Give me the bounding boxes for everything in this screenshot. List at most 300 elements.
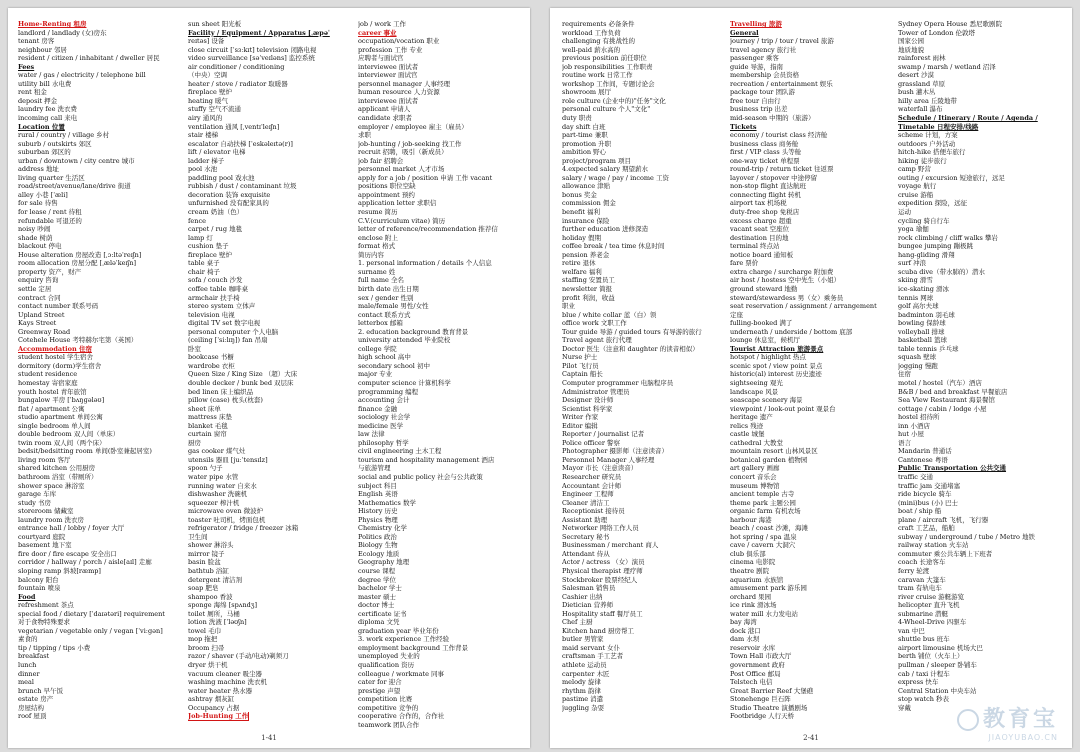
entry-line: Mathematics 数学 — [358, 498, 416, 507]
entry-line: business class 商务舱 — [730, 139, 799, 148]
entry-line: Nurse 护士 — [562, 353, 598, 362]
entry-line: youth hostel 青年旅馆 — [18, 387, 87, 396]
entry-line: corridor / hallway / porch / aisle[aɪl] 走廊 — [18, 558, 152, 567]
entry-line: apply for a job / position 申请 工作 vacant — [358, 173, 493, 182]
entry-line: landscape 风景 — [730, 387, 779, 396]
entry-line: 地质地貌 — [898, 45, 924, 54]
entry-line: skiing 滑雪 — [898, 276, 933, 285]
entry-line: lift / elevator 电梯 — [188, 148, 246, 157]
entry-line: fence — [188, 216, 206, 225]
entry-line: job responsibilities 工作职责 — [562, 62, 653, 71]
entry-line: meal — [18, 678, 34, 687]
entry-line: 定座 — [730, 310, 743, 319]
entry-line: General — [730, 28, 759, 37]
entry-line: passenger 乘客 — [730, 54, 779, 63]
entry-line: sloping ramp 斜坡[ræmp] — [18, 567, 101, 575]
entry-line: air host / hostess 空中先生（小姐） — [730, 276, 841, 285]
entry-line: prestige 声望 — [358, 686, 401, 695]
entry-line: ride bicycle 骑车 — [898, 490, 952, 499]
entry-line: History 历史 — [358, 507, 398, 516]
entry-line: living room 客厅 — [18, 455, 71, 464]
entry-line: bedsit/bedsitting room 单间(卧室兼起居室) — [18, 447, 152, 456]
entry-line: shower 淋浴头 — [188, 541, 234, 550]
entry-line: vacuum cleaner 吸尘器 — [188, 669, 262, 678]
entry-line: plane / aircraft 飞机，飞行器 — [898, 515, 989, 524]
entry-line: lamp 灯 — [188, 233, 213, 242]
entry-line: submarine 潜艇 — [898, 609, 949, 618]
entry-line: Travel agent 旅行代理 — [562, 336, 632, 345]
entry-line: birth date 出生日期 — [358, 284, 419, 293]
entry-line: underneath / underside / bottom 底部 — [730, 327, 853, 336]
entry-line: airy 通风的 — [188, 114, 223, 123]
entry-line: interviewee 面试者 — [358, 62, 419, 71]
entry-line: office work 文职工作 — [562, 319, 627, 328]
entry-line: Cantonese 粤语 — [898, 455, 948, 464]
page-number-right: 2-41 — [803, 734, 819, 742]
entry-line: brunch 早午饭 — [18, 686, 64, 695]
entry-line: connecting flight 转机 — [730, 190, 801, 199]
entry-line: alley 小巷 [ˈæli] — [18, 190, 68, 199]
entry-line: 住宿 — [898, 370, 911, 379]
entry-line: 语言 — [898, 438, 911, 447]
logo-icon — [957, 709, 979, 731]
entry-line: pool 水池 — [188, 165, 218, 174]
entry-line: room allocation 房屋分配 [ˌæləˈkeɪʃn] — [18, 259, 137, 268]
entry-line: qualification 资历 — [358, 661, 415, 670]
entry-line: 卫生间 — [188, 532, 208, 541]
entry-line: bungalow 平房 [ˈbʌŋɡələʊ] — [18, 396, 105, 405]
entry-line: graduation year 毕业年份 — [358, 626, 439, 635]
entry-line: bathtub 浴缸 — [188, 567, 229, 575]
entry-line: fountain 喷泉 — [18, 584, 61, 593]
entry-line: carpet / rug 地毯 — [188, 225, 243, 234]
entry-line: bed linen 床上编织品 — [188, 387, 254, 396]
entry-line: format 格式 — [358, 242, 396, 251]
entry-line: occupation/vocation 职业 — [358, 37, 440, 46]
entry-line: tennis 网球 — [898, 293, 934, 302]
entry-line: Home-Renting 租房 — [18, 20, 87, 28]
entry-line: refundable 可退还的 — [18, 216, 82, 225]
entry-line: Hospitality staff 餐厅员工 — [562, 609, 643, 618]
entry-line: Writer 作家 — [562, 413, 599, 422]
entry-line: double bedroom 双人间（单床） — [18, 430, 120, 439]
entry-line: Schedule / Itinerary / Route / Agenda / — [898, 114, 1038, 123]
entry-line: university attended 毕业院校 — [358, 336, 451, 345]
entry-line: incoming call 来电 — [18, 114, 78, 123]
entry-line: club 俱乐部 — [730, 549, 766, 558]
entry-line: Researcher 研究员 — [562, 472, 622, 481]
entry-line: philosophy 哲学 — [358, 438, 409, 447]
entry-line: 2. education background 教育背景 — [358, 327, 469, 336]
entry-line: noisy 吵闹 — [18, 225, 51, 234]
entry-line: 运动 — [898, 208, 911, 217]
entry-line: sheet 床单 — [188, 404, 221, 413]
entry-line: pillow (case) 枕头(枕套) — [188, 396, 263, 405]
entry-line: wardrobe 衣柜 — [188, 361, 235, 370]
entry-line: dock 港口 — [730, 626, 761, 635]
entry-line: living quarter 生活区 — [18, 173, 85, 182]
entry-line: Studio Theatre 演播剧场 — [730, 703, 808, 712]
entry-line: Personnel Manager 人事经理 — [562, 455, 655, 464]
entry-line: ventilation 通风 [ˌventɪˈleɪʃn] — [188, 122, 280, 131]
entry-line: Post Office 邮局 — [730, 669, 781, 678]
entry-line: spoon 勺子 — [188, 464, 223, 473]
entry-line: Central Station 中央车站 — [898, 686, 977, 695]
entry-line: escalator 自动扶梯 [ˈeskəleɪtə(r)] — [188, 139, 293, 148]
entry-line: competitive 竞争的 — [358, 703, 419, 712]
entry-line: Dietician 营养师 — [562, 601, 614, 610]
entry-line: volleyball 排球 — [898, 327, 945, 336]
entry-line: toaster 吐司机，烤面包机 — [188, 515, 266, 524]
entry-line: surname 姓 — [358, 267, 396, 276]
entry-line: broom 扫帚 — [188, 643, 225, 652]
entry-line: camp 野营 — [898, 165, 931, 174]
text-column-right-1 — [562, 20, 724, 712]
entry-line: squash 壁球 — [898, 353, 937, 362]
entry-line: stuffy 空气不流通 — [188, 105, 241, 114]
entry-line: maid servant 女仆 — [562, 643, 621, 652]
watermark-url: JIAOYUBAO.CN — [988, 733, 1058, 742]
entry-line: Mayor 市长（注意读音） — [562, 464, 638, 473]
entry-line: high school 高中 — [358, 353, 411, 362]
entry-line: unemployed 失业的 — [358, 652, 420, 661]
entry-line: 房屋结构 — [18, 703, 44, 712]
entry-line: Sydney Opera House 悉尼歌剧院 — [898, 20, 1002, 28]
entry-line: Cotehele House 考特赫尔宅第（英国） — [18, 336, 138, 345]
entry-line: water / gas / electricity / telephone bill — [18, 71, 146, 80]
entry-line: study 书房 — [18, 498, 52, 507]
entry-line: contact number 联系号码 — [18, 302, 99, 311]
entry-line: express 快车 — [898, 678, 939, 687]
entry-line: excess charge 超重 — [730, 216, 792, 225]
entry-line: competition 比赛 — [358, 695, 413, 704]
entry-line: hiking 徒步旅行 — [898, 156, 947, 165]
entry-line: Doctor 医生（注意和 daughter 的读音相似） — [562, 344, 699, 353]
entry-line: vegetarian / vegetable only / vegan [ˈviːgən] — [18, 626, 163, 635]
entry-line: Chef 主厨 — [562, 618, 593, 627]
entry-line: van 中巴 — [898, 626, 925, 635]
entry-line: orchard 果园 — [730, 592, 772, 601]
entry-line: paddling pool 戏水池 — [188, 173, 255, 182]
entry-line: relics 残迹 — [730, 421, 764, 430]
text-column-left-2 — [188, 20, 350, 721]
entry-line: interviewer 面试官 — [358, 71, 418, 80]
entry-line: tip / tipping / tips 小费 — [18, 643, 91, 652]
entry-line: water heater 热水器 — [188, 686, 253, 695]
entry-line: Photographer 摄影师（注意读音） — [562, 447, 669, 456]
entry-line: travel agency 旅行社 — [730, 45, 797, 54]
entry-line: river cruise 游艇游览 — [898, 592, 965, 601]
entry-line: blackout 停电 — [18, 242, 62, 251]
entry-line: heating 暖气 — [188, 96, 229, 105]
entry-line: bookcase 书橱 — [188, 353, 234, 362]
entry-line: athlete 运动员 — [562, 661, 607, 670]
entry-line: Police officer 警察 — [562, 438, 621, 447]
entry-line: unfurnished 没有配家具的 — [188, 199, 269, 208]
entry-line: razor / shaver (手动/电动)剃须刀 — [188, 652, 289, 661]
entry-line: 对于食物特殊要求 — [18, 618, 70, 627]
entry-line: dormitory (dorm)学生宿舍 — [18, 361, 102, 370]
entry-line: seascape scenery 海景 — [730, 396, 803, 405]
entry-line: 1. personal information / details 个人信息 — [358, 259, 492, 268]
entry-line: scheme 计划，方案 — [898, 131, 958, 140]
entry-line: C.V.(curriculum vitae) 简历 — [358, 216, 446, 225]
entry-line: Chemistry 化学 — [358, 524, 408, 533]
entry-line: sun sheet 阳光板 — [188, 20, 242, 28]
entry-line: studio apartment 单间公寓 — [18, 413, 103, 422]
entry-line: Attendant 侍从 — [562, 549, 610, 558]
entry-line: previous position 前任职位 — [562, 54, 647, 63]
entry-line: soap 肥皂 — [188, 584, 219, 593]
entry-line: tram 有轨电车 — [898, 584, 942, 593]
entry-line: blanket 毛毯 — [188, 421, 228, 430]
entry-line: chair 椅子 — [188, 267, 220, 276]
entry-line: contract 合同 — [18, 293, 61, 302]
entry-line: Scientist 科学家 — [562, 404, 613, 413]
watermark-brand: 教育宝 — [957, 702, 1058, 733]
entry-line: personnel manager 人事经理 — [358, 79, 451, 88]
entry-line: waterfall 瀑布 — [898, 105, 943, 114]
entry-line: sofa / couch 沙发 — [188, 276, 243, 285]
entry-line: colleague / workmate 同事 — [358, 669, 445, 678]
entry-line: Networker 网络工作人员 — [562, 524, 639, 533]
entry-line: employer / employee 雇主（雇员） — [358, 122, 468, 131]
entry-line: airport limousine 机场大巴 — [898, 643, 983, 652]
entry-line: video surveillance [səˈveɪləns] 监控系统 — [188, 54, 315, 63]
entry-line: carpenter 木匠 — [562, 669, 610, 678]
entry-line: decoration 装饰 exquisite — [188, 190, 271, 199]
entry-line: squeezer 榨汁机 — [188, 498, 240, 507]
entry-line: civil engineering 土木工程 — [358, 447, 442, 456]
entry-line: job / work 工作 — [358, 20, 407, 28]
entry-line: railway station 火车站 — [898, 541, 969, 550]
entry-line: business trip 出差 — [730, 105, 788, 114]
entry-line: scuba dive（带水肺的）潜水 — [898, 267, 986, 276]
entry-line: shade 树荫 — [18, 233, 53, 242]
entry-line: 素食的 — [18, 635, 38, 644]
entry-line: cycling 骑自行车 — [898, 216, 950, 225]
entry-line: deposit 押金 — [18, 96, 58, 105]
entry-line: non-stop flight 直达航班 — [730, 182, 807, 191]
entry-line: flat / apartment 公寓 — [18, 404, 85, 413]
entry-line: Biology 生物 — [358, 541, 398, 550]
entry-line: 3. work experience 工作经验 — [358, 635, 450, 644]
entry-line: holiday 假期 — [562, 233, 602, 242]
entry-line: bathroom 浴室（带厕所） — [18, 472, 98, 481]
entry-line: urban / downtown / city centre 城市 — [18, 156, 135, 165]
entry-line: commuter 乘公共车辆上下班者 — [898, 549, 993, 558]
entry-line: rural / country / village 乡村 — [18, 131, 110, 140]
entry-line: welfare 福利 — [562, 267, 602, 276]
entry-line: Secretary 秘书 — [562, 532, 610, 541]
entry-line: ambition 野心 — [562, 148, 607, 157]
entry-line: Businessman / merchant 商人 — [562, 541, 659, 550]
entry-line: homestay 寄宿家庭 — [18, 378, 78, 387]
entry-line: ladder 梯子 — [188, 156, 225, 165]
entry-line: Upland Street — [18, 310, 65, 319]
entry-line: butler 男管家 — [562, 635, 604, 644]
entry-line: 简历内容 — [358, 250, 384, 259]
entry-line: mountain resort 山林风景区 — [730, 447, 818, 456]
entry-line: fare 票价 — [730, 259, 759, 268]
entry-line: Telstech 电信 — [730, 678, 773, 687]
entry-line: television 电视 — [188, 310, 235, 319]
entry-line: law 法律 — [358, 430, 385, 439]
entry-line: one-way ticket 单程票 — [730, 156, 800, 165]
entry-line: employment background 工作背景 — [358, 643, 469, 652]
entry-line: armchair 扶手椅 — [188, 293, 240, 302]
entry-line: （中央）空调 — [188, 71, 227, 80]
entry-line: project/program 项目 — [562, 156, 632, 165]
entry-line: dam 水坝 — [730, 635, 760, 644]
entry-line: accounting 会计 — [358, 396, 410, 405]
entry-line: (ceiling [ˈsiːlɪŋ]) fan 吊扇 — [188, 336, 268, 345]
entry-line: voyage 航行 — [898, 182, 937, 191]
entry-line: Fees — [18, 62, 35, 71]
entry-line: Salesman 销售员 — [562, 584, 616, 593]
entry-line: Tour guide 导游 / guided tours 有导游的旅行 — [562, 327, 702, 336]
entry-line: job-hunting / job-seeking 找工作 — [358, 139, 462, 148]
entry-line: hut 小屋 — [898, 430, 925, 439]
entry-line: Pilot 飞行员 — [562, 361, 599, 370]
entry-line — [188, 712, 350, 721]
entry-line: desert 沙漠 — [898, 71, 934, 80]
entry-line: 求职 — [358, 131, 371, 140]
entry-line: craft 工艺品，船舶 — [898, 524, 955, 533]
text-column-right-2 — [730, 20, 892, 721]
entry-line: Cashier 出纳 — [562, 592, 603, 601]
entry-line: 应聘者与面试官 — [358, 54, 404, 63]
entry-line: job fair 招聘会 — [358, 156, 404, 165]
entry-line: positions 职位空缺 — [358, 182, 416, 191]
entry-line: Sea View Restaurant 海景餐馆 — [898, 396, 995, 405]
entry-line: amusement park 游乐园 — [730, 584, 807, 593]
entry-line: property 资产，财产 — [18, 267, 82, 276]
entry-line: rent 租金 — [18, 88, 47, 97]
entry-line: running water 自来水 — [188, 481, 257, 490]
entry-line: personnel market 人才市场 — [358, 165, 445, 174]
entry-line: utensils 器皿 [juːˈtensɪlz] — [188, 455, 268, 464]
entry-line: economy / tourist class 经济舱 — [730, 131, 828, 140]
entry-line: heritage 遗产 — [730, 413, 773, 422]
entry-line: hitch-hike 搭便车旅行 — [898, 148, 966, 157]
entry-line: theme park 主题公园 — [730, 498, 796, 507]
entry-line: routine work 日常工作 — [562, 71, 633, 80]
entry-line: settle 定居 — [18, 284, 52, 293]
entry-line: contact 联系方式 — [358, 310, 411, 319]
entry-line: B&B / bed and breakfast 早餐旅店 — [898, 387, 1008, 396]
entry-line: finance 金融 — [358, 404, 398, 413]
entry-line: master 硕士 — [358, 592, 397, 601]
entry-line: interviewee 面试者 — [358, 96, 419, 105]
entry-line: for lease / rent 待租 — [18, 208, 82, 217]
entry-line: gas cooker 煤气灶 — [188, 447, 246, 456]
entry-line: Engineer 工程师 — [562, 490, 614, 499]
entry-line: allowance 津贴 — [562, 182, 611, 191]
entry-line: helicopter 直升飞机 — [898, 601, 960, 610]
entry-line: Cleaner 清洁工 — [562, 498, 610, 507]
entry-line: notice board 通知板 — [730, 250, 794, 259]
entry-line: Kays Street — [18, 319, 57, 328]
entry-line: hot spring / spa 温泉 — [730, 532, 797, 541]
entry-line: Assistant 助理 — [562, 515, 608, 524]
entry-line: college 学院 — [358, 344, 397, 353]
entry-line: Facility / Equipment / Apparatus [ˌæpəˈ — [188, 28, 330, 37]
entry-line: 与旅游管理 — [358, 464, 391, 473]
entry-line: hang-gliding 滑翔 — [898, 250, 955, 259]
entry-line: medicine 医学 — [358, 421, 404, 430]
entry-line: coach 长途客车 — [898, 558, 946, 567]
entry-line: bachelor 学士 — [358, 584, 402, 593]
entry-line: rubbish / dust / contaminant 垃圾 — [188, 182, 297, 191]
entry-line: ashtray 烟灰缸 — [188, 695, 235, 704]
entry-line: duty-free shop 免税店 — [730, 208, 800, 217]
entry-line: lotion 洗液 [ˈləʊʃn] — [188, 618, 247, 627]
entry-line: hilly area 丘陵地带 — [898, 96, 957, 105]
entry-line: toilet 厕所，马桶 — [188, 609, 240, 618]
entry-line: coffee table 咖啡桌 — [188, 284, 249, 293]
entry-line: Physical therapist 理疗师 — [562, 567, 643, 575]
document-page-left — [8, 8, 530, 748]
entry-line: Kitchen hand 厨房帮工 — [562, 626, 634, 635]
entry-line: layover / stopover 中途停留 — [730, 173, 818, 182]
entry-line: reɪtəs] 设备 — [188, 37, 225, 46]
entry-line: heater / stove / radiator 取暖器 — [188, 79, 288, 88]
entry-line: boat / ship 船 — [898, 507, 942, 516]
entry-line: certificate 证书 — [358, 609, 407, 618]
entry-line: (mini)bus (小) 巴士 — [898, 498, 958, 507]
entry-line: hostel 招待所 — [898, 413, 940, 422]
entry-line: steward/stewardess 男（女）乘务员 — [730, 293, 844, 302]
entry-line: guide 导游，指南 — [730, 62, 783, 71]
entry-line: Designer 设计师 — [562, 396, 614, 405]
entry-line: rainforest 雨林 — [898, 54, 946, 63]
entry-line: road/street/avenue/lane/drive 街道 — [18, 182, 131, 191]
watermark — [957, 702, 1058, 742]
entry-line: newsletter 简报 — [562, 284, 613, 293]
entry-line: Accommodation 住宿 — [18, 344, 92, 353]
entry-line: vacant seat 空座位 — [730, 225, 790, 234]
entry-line: concert 音乐会 — [730, 472, 777, 481]
entry-line: Tickets — [730, 122, 757, 131]
entry-line: traffic 交通 — [898, 472, 933, 481]
entry-line: letter of reference/recommendation 推荐信 — [358, 225, 498, 234]
entry-line: dishwasher 洗碗机 — [188, 490, 248, 499]
entry-line: personal computer 个人电脑 — [188, 327, 279, 336]
entry-line: secondary school 初中 — [358, 361, 430, 370]
entry-line: insurance 保险 — [562, 216, 610, 225]
entry-line: breakfast — [18, 652, 50, 661]
entry-line: well-paid 薪水高的 — [562, 45, 621, 54]
entry-line: inn 小酒店 — [898, 421, 931, 430]
entry-line: juggling 杂耍 — [562, 703, 605, 712]
entry-line: museum 博物馆 — [730, 481, 780, 490]
entry-line: detergent 清洁剂 — [188, 575, 242, 584]
entry-line: student residence — [18, 370, 78, 379]
entry-line: cream 奶油（色） — [188, 208, 244, 217]
entry-line: garage 车库 — [18, 490, 57, 499]
entry-line: role culture (企业中的)"任务"文化 — [562, 96, 666, 105]
entry-line: Captain 船长 — [562, 370, 603, 379]
entry-line: cathedral 大教堂 — [730, 438, 783, 447]
entry-line: candidate 求职者 — [358, 114, 413, 123]
entry-line: single bedroom 单人间 — [18, 421, 91, 430]
entry-line: expedition 探险，远征 — [898, 199, 968, 208]
entry-line: bay 海湾 — [730, 618, 757, 627]
entry-line: jogging 慢跑 — [898, 361, 938, 370]
entry-line: Food — [18, 592, 36, 601]
entry-line: storeroom 储藏室 — [18, 507, 74, 516]
